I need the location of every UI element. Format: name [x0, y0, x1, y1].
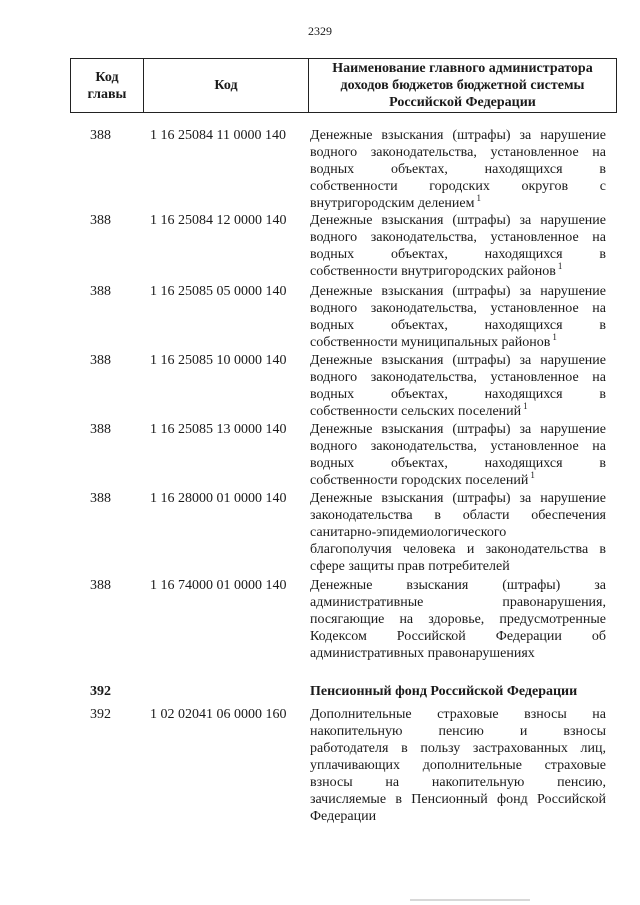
- footnote-marker: 1: [552, 332, 557, 342]
- budget-code-cell: 1 16 74000 01 0000 140: [150, 578, 287, 593]
- revenue-name-text: законодательства в области обеспечения: [310, 508, 606, 523]
- revenue-name-line: [310, 723, 606, 740]
- chapter-code-cell: 388: [90, 353, 111, 368]
- chapter-code-cell: 392: [90, 684, 111, 699]
- chapter-code-cell: 388: [90, 491, 111, 506]
- footnote-marker: 1: [557, 261, 563, 271]
- revenue-name-text: водного законодательства, установленное на: [310, 145, 606, 160]
- revenue-name-text: Денежные взыскания (штрафы) за нарушение: [310, 128, 606, 143]
- revenue-name-text: Денежные взыскания (штрафы) за нарушение: [310, 353, 606, 368]
- revenue-name-text: собственности городских поселений: [310, 473, 529, 488]
- revenue-name-cell: [310, 421, 606, 489]
- revenue-name-line: [310, 774, 606, 791]
- revenue-name-text: Денежные взыскания (штрафы) за: [310, 578, 606, 593]
- budget-code-cell: 1 16 25085 13 0000 140: [150, 422, 287, 437]
- revenue-name-line: [310, 438, 606, 455]
- header-admin-name-line: Наименование главного администратора: [332, 61, 593, 76]
- revenue-name-text: накопительную пенсию и взносы: [310, 724, 606, 739]
- revenue-name-text: санитарно-эпидемиологического: [310, 525, 507, 540]
- revenue-name-text: Федерации: [310, 809, 377, 824]
- revenue-name-text: Денежные взыскания (штрафы) за нарушение: [310, 491, 606, 506]
- revenue-name-line: [310, 541, 606, 558]
- revenue-name-line: [310, 683, 606, 700]
- chapter-code-cell: 392: [90, 707, 111, 722]
- budget-code-cell: 1 16 25084 11 0000 140: [150, 128, 286, 143]
- revenue-name-text: работодателя в пользу застрахованных лиц,: [310, 741, 606, 756]
- revenue-name-line: [310, 645, 606, 662]
- revenue-name-line: [310, 791, 606, 808]
- revenue-name-line: [310, 369, 606, 386]
- revenue-name-cell: [310, 352, 606, 420]
- revenue-name-text: водного законодательства, установленное на: [310, 301, 606, 316]
- revenue-name-line: [310, 178, 606, 195]
- revenue-name-line: [310, 334, 606, 351]
- header-admin-name-line: доходов бюджетов бюджетной системы: [340, 78, 585, 93]
- revenue-name-line: [310, 455, 606, 472]
- revenue-name-line: [310, 403, 606, 420]
- revenue-name-line: [310, 263, 606, 280]
- revenue-name-line: [310, 808, 606, 825]
- revenue-name-cell: [310, 490, 606, 575]
- revenue-name-text: водного законодательства, установленное на: [310, 439, 606, 454]
- revenue-name-line: [310, 212, 606, 229]
- footnote-marker: 1: [523, 401, 528, 411]
- revenue-name-text: водного законодательства, установленное на: [310, 370, 606, 385]
- budget-code-cell: 1 02 02041 06 0000 160: [150, 707, 287, 722]
- revenue-name-line: [310, 628, 606, 645]
- revenue-name-cell: [310, 127, 606, 212]
- revenue-name-line: [310, 144, 606, 161]
- budget-code-cell: 1 16 28000 01 0000 140: [150, 491, 287, 506]
- revenue-name-text: Денежные взыскания (штрафы) за нарушение: [310, 422, 606, 437]
- revenue-name-text: взносы на накопительную пенсию,: [310, 775, 606, 790]
- revenue-name-line: [310, 229, 606, 246]
- footnote-marker: 1: [476, 193, 481, 203]
- revenue-name-text: собственности муниципальных районов: [310, 335, 551, 350]
- revenue-name-cell: [310, 706, 606, 825]
- revenue-name-line: [310, 507, 606, 524]
- revenue-name-line: [310, 524, 606, 541]
- chapter-code-cell: 388: [90, 284, 111, 299]
- revenue-name-text: Денежные взыскания (штрафы) за нарушение: [310, 213, 606, 228]
- revenue-name-line: [310, 558, 606, 575]
- revenue-name-text: Дополнительные страховые взносы на: [310, 707, 606, 722]
- revenue-name-text: водных объектах, находящихся в: [310, 456, 606, 471]
- scan-artifact-line: [410, 899, 530, 901]
- chapter-code-cell: 388: [90, 128, 111, 143]
- footnote-marker: 1: [530, 470, 535, 480]
- revenue-name-line: [310, 352, 606, 369]
- revenue-name-line: [310, 386, 606, 403]
- revenue-name-text: Денежные взыскания (штрафы) за нарушение: [310, 284, 606, 299]
- chapter-code-cell: 388: [90, 213, 111, 228]
- revenue-name-text: собственности городских округов с: [310, 179, 606, 194]
- revenue-name-cell: [310, 283, 606, 351]
- header-admin-name-line: Российской Федерации: [389, 95, 536, 110]
- revenue-name-line: [310, 317, 606, 334]
- header-chapter-code: Код главы: [71, 59, 144, 113]
- chapter-code-cell: 388: [90, 422, 111, 437]
- revenue-name-line: [310, 300, 606, 317]
- chapter-code-cell: 388: [90, 578, 111, 593]
- revenue-name-text: сфере защиты прав потребителей: [310, 559, 510, 574]
- revenue-name-line: [310, 577, 606, 594]
- revenue-name-cell: [310, 212, 606, 280]
- revenue-name-line: [310, 740, 606, 757]
- revenue-name-line: [310, 195, 606, 212]
- table-header: [70, 58, 617, 113]
- revenue-name-text: собственности внутригородских районов: [310, 264, 556, 279]
- revenue-name-text: водных объектах, находящихся в: [310, 247, 606, 262]
- revenue-name-line: [310, 161, 606, 178]
- revenue-name-cell: [310, 683, 606, 700]
- header-admin-name: [309, 59, 617, 113]
- revenue-name-text: собственности сельских поселений: [310, 404, 522, 419]
- revenue-name-text: зачисляемые в Пенсионный фонд Российской: [310, 792, 606, 807]
- revenue-name-text: благополучия человека и законодательства в: [310, 542, 606, 557]
- revenue-name-line: [310, 757, 606, 774]
- revenue-name-line: [310, 594, 606, 611]
- revenue-name-line: [310, 127, 606, 144]
- revenue-name-text: административные правонарушения,: [310, 595, 606, 610]
- revenue-name-line: [310, 283, 606, 300]
- revenue-name-line: [310, 421, 606, 438]
- page-number: 2329: [308, 24, 332, 38]
- budget-code-cell: 1 16 25085 10 0000 140: [150, 353, 287, 368]
- revenue-name-text: посягающие на здоровье, предусмотренные: [310, 612, 606, 627]
- revenue-name-line: [310, 611, 606, 628]
- revenue-name-text: водных объектах, находящихся в: [310, 162, 606, 177]
- revenue-name-text: внутригородским делением: [310, 196, 475, 211]
- revenue-name-cell: [310, 577, 606, 662]
- revenue-name-text: водных объектах, находящихся в: [310, 318, 606, 333]
- revenue-name-text: Кодексом Российской Федерации об: [310, 629, 606, 644]
- revenue-name-text: Пенсионный фонд Российской Федерации: [310, 684, 578, 699]
- revenue-name-line: [310, 472, 606, 489]
- revenue-name-line: [310, 706, 606, 723]
- budget-code-cell: 1 16 25085 05 0000 140: [150, 284, 287, 299]
- revenue-name-text: административных правонарушениях: [310, 646, 535, 661]
- budget-code-cell: 1 16 25084 12 0000 140: [150, 213, 287, 228]
- revenue-name-text: водных объектах, находящихся в: [310, 387, 606, 402]
- revenue-name-text: уплачивающих дополнительные страховые: [310, 758, 606, 773]
- revenue-name-text: водного законодательства, установленное на: [310, 230, 606, 245]
- revenue-name-line: [310, 490, 606, 507]
- header-code: Код: [144, 59, 309, 113]
